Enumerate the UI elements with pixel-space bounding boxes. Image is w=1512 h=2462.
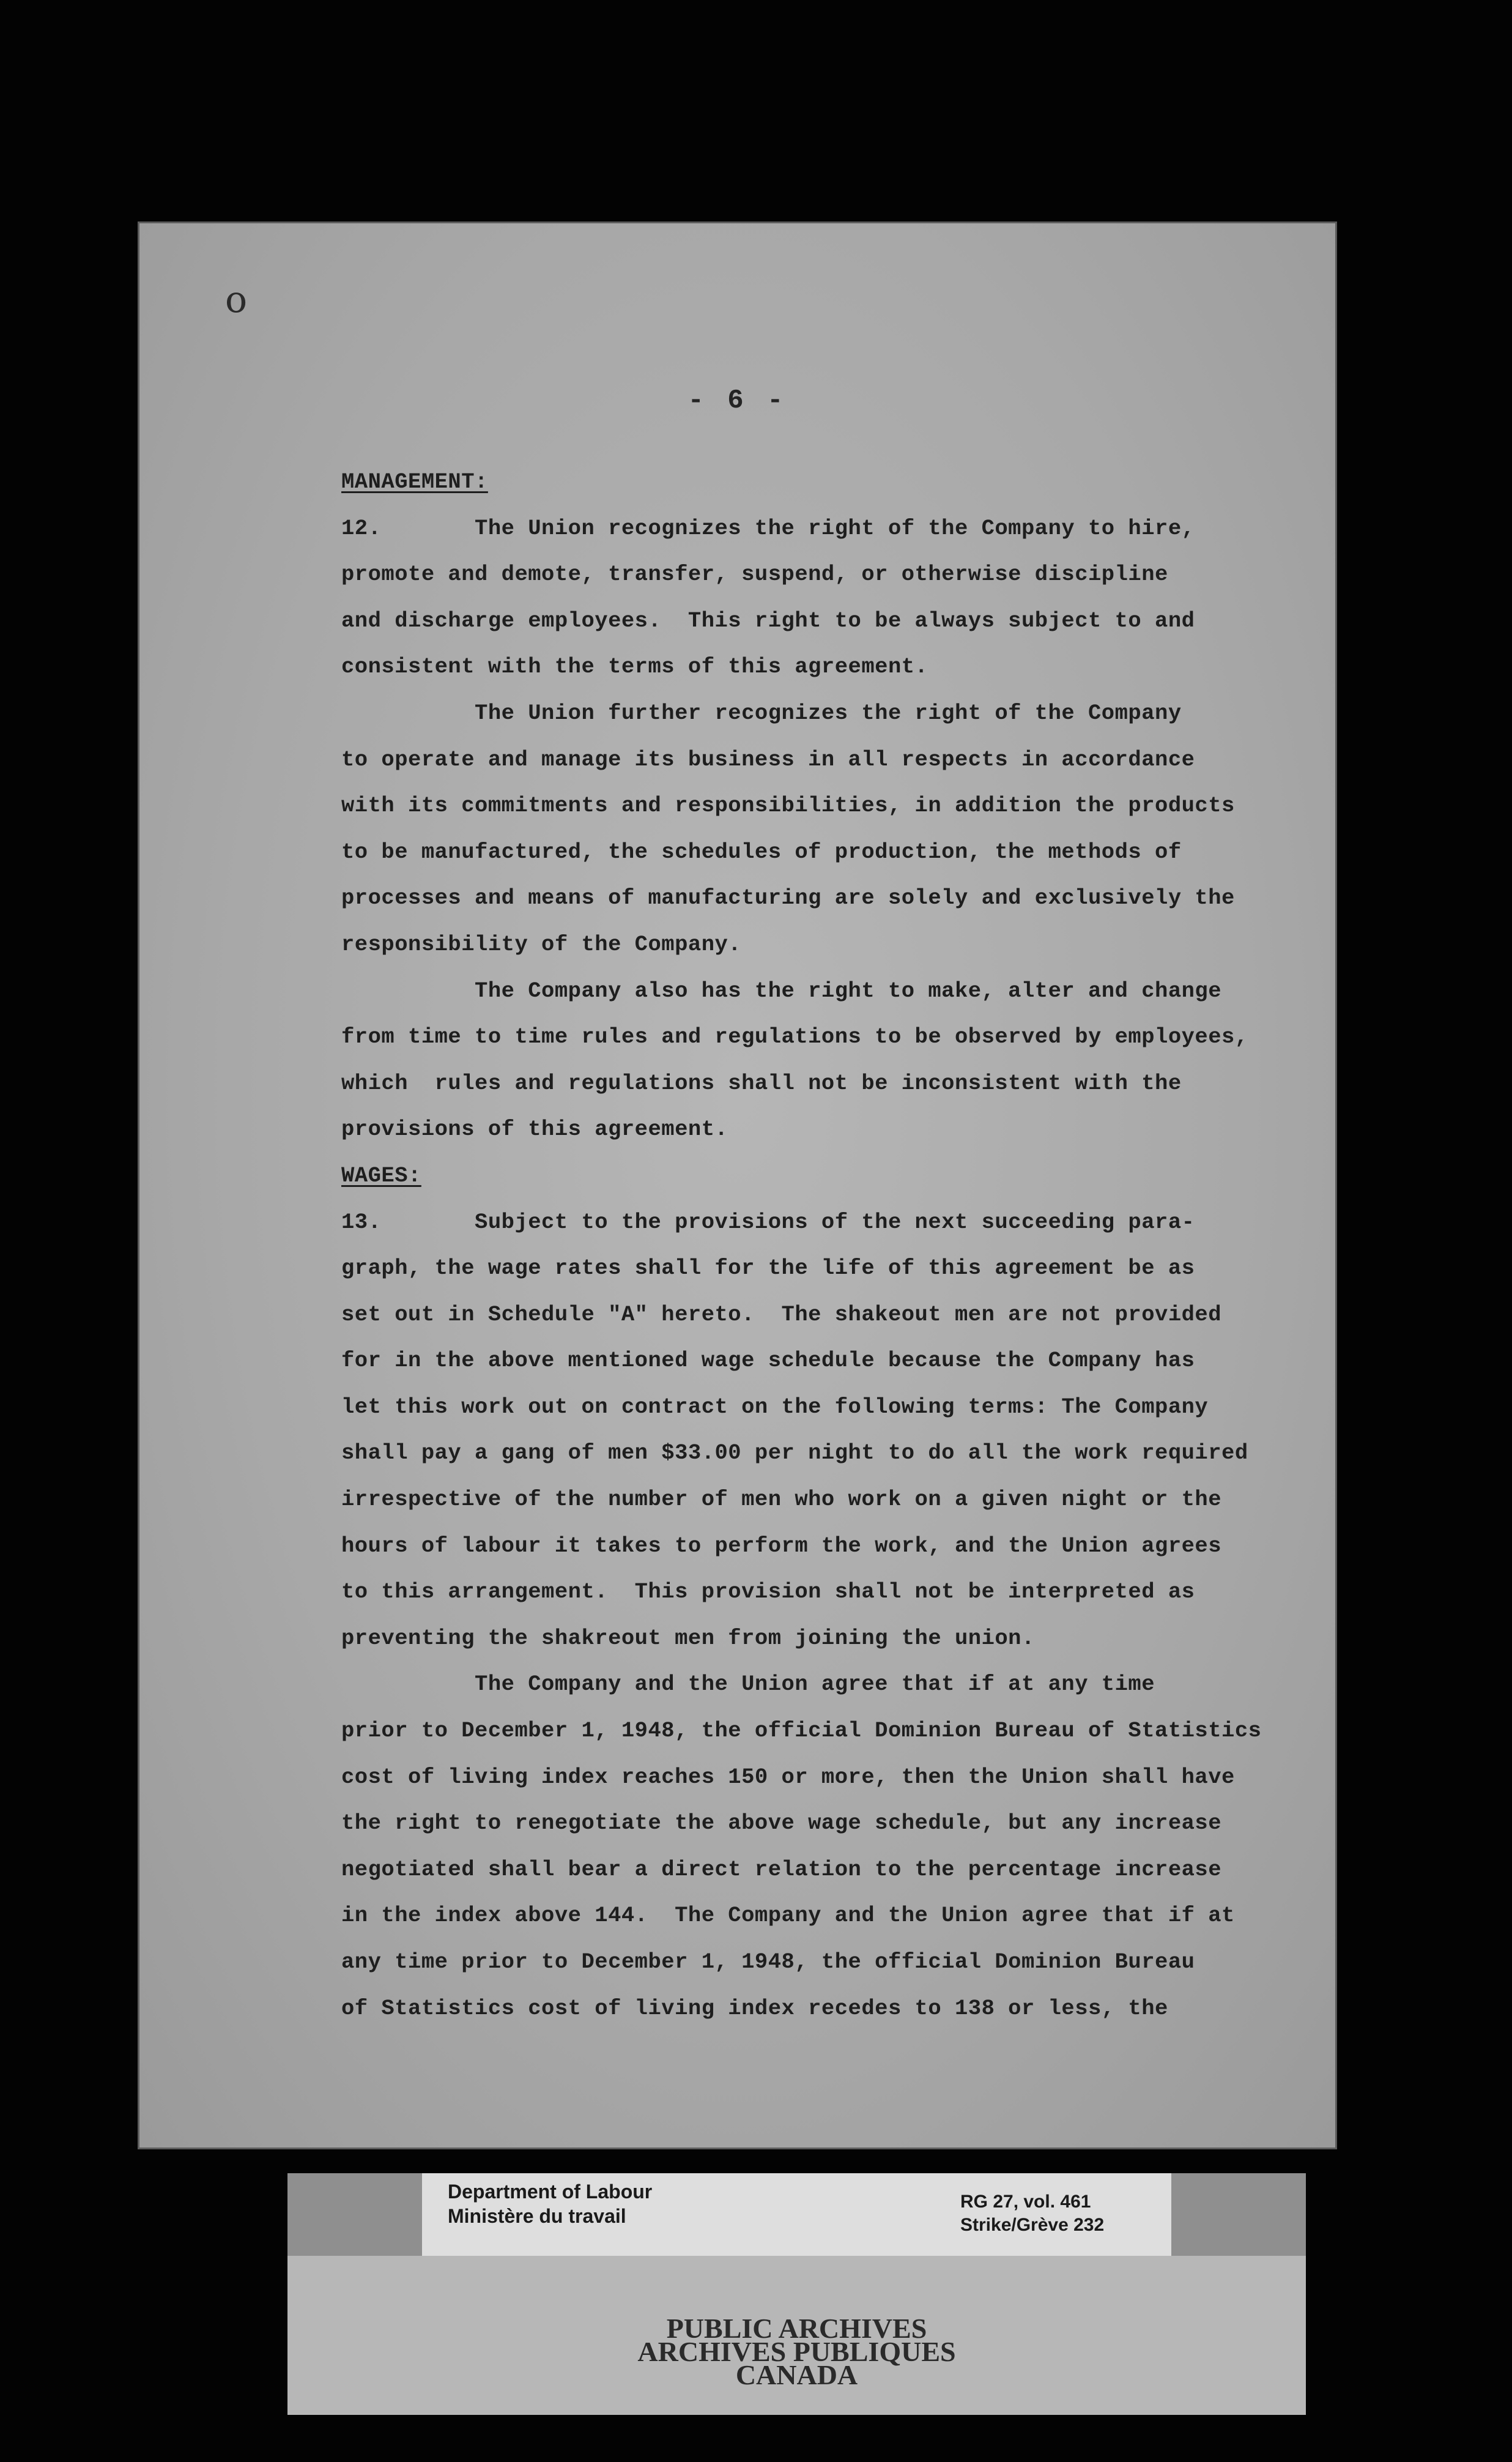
record-group-volume: RG 27, vol. 461	[960, 2192, 1091, 2212]
text-line: shall pay a gang of men $33.00 per night to do all the work required	[341, 1440, 1248, 1466]
text-line: to this arrangement. This provision shall not be interpreted as	[341, 1579, 1195, 1605]
text-line: set out in Schedule "A" hereto. The shakeout men are not provided	[341, 1301, 1222, 1327]
text-line: provisions of this agreement.	[341, 1117, 728, 1142]
department-name-fr: Ministère du travail	[448, 2205, 626, 2227]
archive-label	[287, 2173, 1306, 2415]
text-line: The Union further recognizes the right of the Company	[341, 700, 1182, 726]
text-line: hours of labour it takes to perform the work, and the Union agrees	[341, 1533, 1222, 1558]
text-line: prior to December 1, 1948, the official Dominion Bureau of Statistics	[341, 1718, 1262, 1744]
text-line: the right to renegotiate the above wage schedule, but any increase	[341, 1810, 1222, 1836]
text-line: let this work out on contract on the following terms: The Company	[341, 1394, 1209, 1419]
stamp-line-country: CANADA	[735, 2359, 858, 2390]
text-line: of Statistics cost of living index recedes to 138 or less, the	[341, 1995, 1168, 2021]
text-line: any time prior to December 1, 1948, the official Dominion Bureau	[341, 1949, 1195, 1974]
department-block	[448, 2179, 652, 2228]
text-line: 13. Subject to the provisions of the next succeeding para-	[341, 1209, 1195, 1235]
text-line: and discharge employees. This right to be always subject to and	[341, 608, 1195, 633]
margin-mark: o	[225, 278, 248, 321]
text-line: for in the above mentioned wage schedule because the Company has	[341, 1348, 1195, 1374]
strike-number: Strike/Grève 232	[960, 2215, 1105, 2235]
text-line: cost of living index reaches 150 or more, then the Union shall have	[341, 1764, 1235, 1790]
text-line: preventing the shakreout men from joining the union.	[341, 1625, 1035, 1651]
text-line: responsibility of the Company.	[341, 931, 742, 957]
archive-stamp	[287, 2313, 1306, 2390]
text-line: 12. The Union recognizes the right of the Company to hire,	[341, 515, 1195, 541]
text-line: negotiated shall bear a direct relation to the percentage increase	[341, 1856, 1222, 1882]
reference-block	[960, 2190, 1104, 2237]
text-line: consistent with the terms of this agreement.	[341, 654, 928, 680]
text-line: The Company and the Union agree that if at any time	[341, 1672, 1155, 1697]
typed-page	[139, 223, 1335, 2148]
text-line: graph, the wage rates shall for the life of this agreement be as	[341, 1255, 1195, 1281]
text-line: from time to time rules and regulations to be observed by employees,	[341, 1024, 1248, 1050]
text-line: irrespective of the number of men who work on a given night or the	[341, 1487, 1222, 1512]
archive-reference-card	[422, 2173, 1171, 2256]
section-heading-management: MANAGEMENT:	[341, 469, 488, 494]
document-body	[341, 459, 1308, 2031]
department-name-en: Department of Labour	[448, 2181, 653, 2203]
section-heading-wages: WAGES:	[341, 1162, 421, 1188]
text-line: in the index above 144. The Company and the Union agree that if at	[341, 1903, 1235, 1928]
text-line: which rules and regulations shall not be inconsistent with the	[341, 1070, 1182, 1096]
text-line: to be manufactured, the schedules of production, the methods of	[341, 839, 1182, 865]
stamp-line-en: PUBLIC ARCHIVES	[666, 2313, 927, 2344]
text-line: with its commitments and responsibilities, in addition the products	[341, 793, 1235, 819]
text-line: The Company also has the right to make, alter and change	[341, 978, 1222, 1003]
page-number: - 6 -	[687, 385, 787, 416]
text-line: processes and means of manufacturing are solely and exclusively the	[341, 885, 1235, 911]
text-line: to operate and manage its business in all respects in accordance	[341, 746, 1195, 772]
stamp-line-fr: ARCHIVES PUBLIQUES	[637, 2336, 956, 2367]
text-line: promote and demote, transfer, suspend, or otherwise discipline	[341, 562, 1168, 587]
archive-stamp-band	[287, 2256, 1306, 2415]
